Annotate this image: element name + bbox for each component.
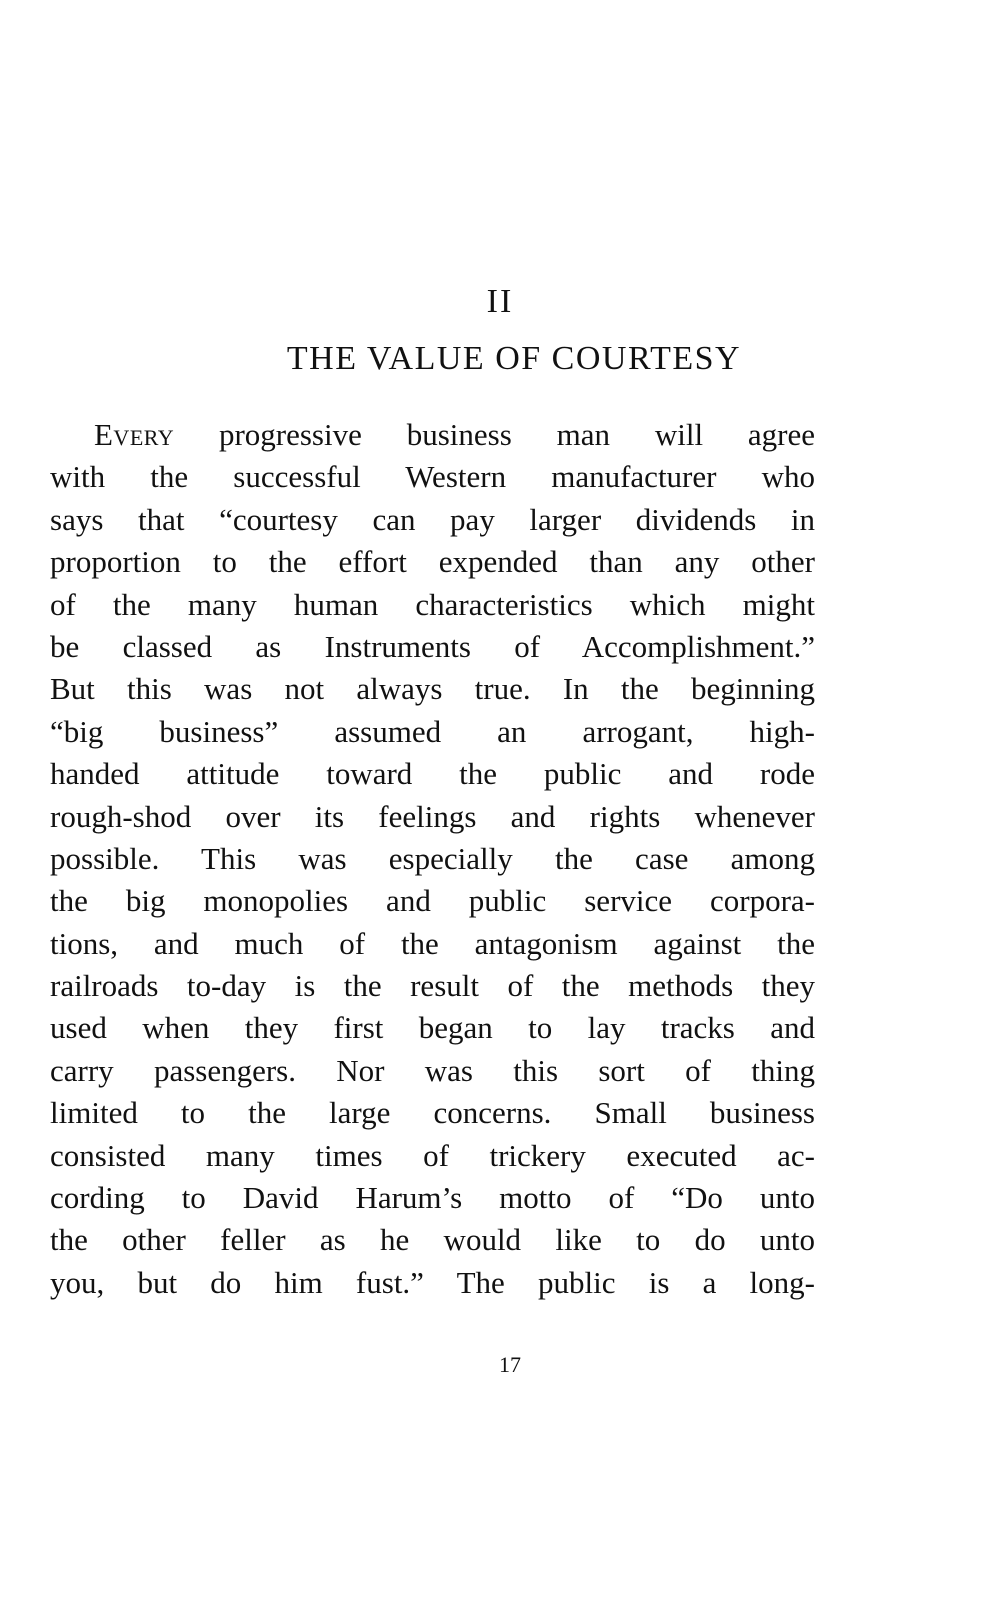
text-line: consisted many times of trickery executed ac- bbox=[50, 1137, 815, 1173]
text-line: says that “courtesy can pay larger dividends in bbox=[50, 501, 815, 537]
text-line: “big business” assumed an arrogant, high- bbox=[50, 713, 815, 749]
text-line: tions, and much of the antagonism against the bbox=[50, 925, 815, 961]
text-line: carry passengers. Nor was this sort of thing bbox=[50, 1052, 815, 1088]
opening-word: Every bbox=[94, 417, 175, 452]
text-line: you, but do him fust.” The public is a long- bbox=[50, 1264, 815, 1300]
text-line: the big monopolies and public service corpora- bbox=[50, 883, 815, 919]
text-line: Every progressive business man will agree bbox=[94, 417, 815, 452]
body-paragraph bbox=[50, 414, 815, 1304]
text-line: the other feller as he would like to do unto bbox=[50, 1222, 815, 1258]
text-line: possible. This was especially the case among bbox=[50, 840, 815, 876]
chapter-title: THE VALUE OF COURTESY bbox=[286, 340, 742, 377]
text-line: handed attitude toward the public and rode bbox=[50, 756, 815, 792]
text-line: rough-shod over its feelings and rights whenever bbox=[50, 798, 815, 834]
text-line: limited to the large concerns. Small business bbox=[50, 1095, 815, 1131]
text-line: with the successful Western manufacturer who bbox=[50, 459, 815, 495]
text-line: be classed as Instruments of Accomplishment.” bbox=[50, 628, 815, 664]
text-line: But this was not always true. In the beginning bbox=[50, 671, 815, 707]
text-line: cording to David Harum’s motto of “Do unto bbox=[50, 1180, 815, 1216]
text-line: used when they first began to lay tracks and bbox=[50, 1010, 815, 1046]
page-number: 17 bbox=[499, 1352, 521, 1377]
chapter-number: II bbox=[486, 283, 514, 320]
text-line: of the many human characteristics which might bbox=[50, 586, 815, 622]
text-line: proportion to the effort expended than any other bbox=[50, 544, 815, 580]
text-line: railroads to-day is the result of the methods they bbox=[50, 968, 815, 1004]
